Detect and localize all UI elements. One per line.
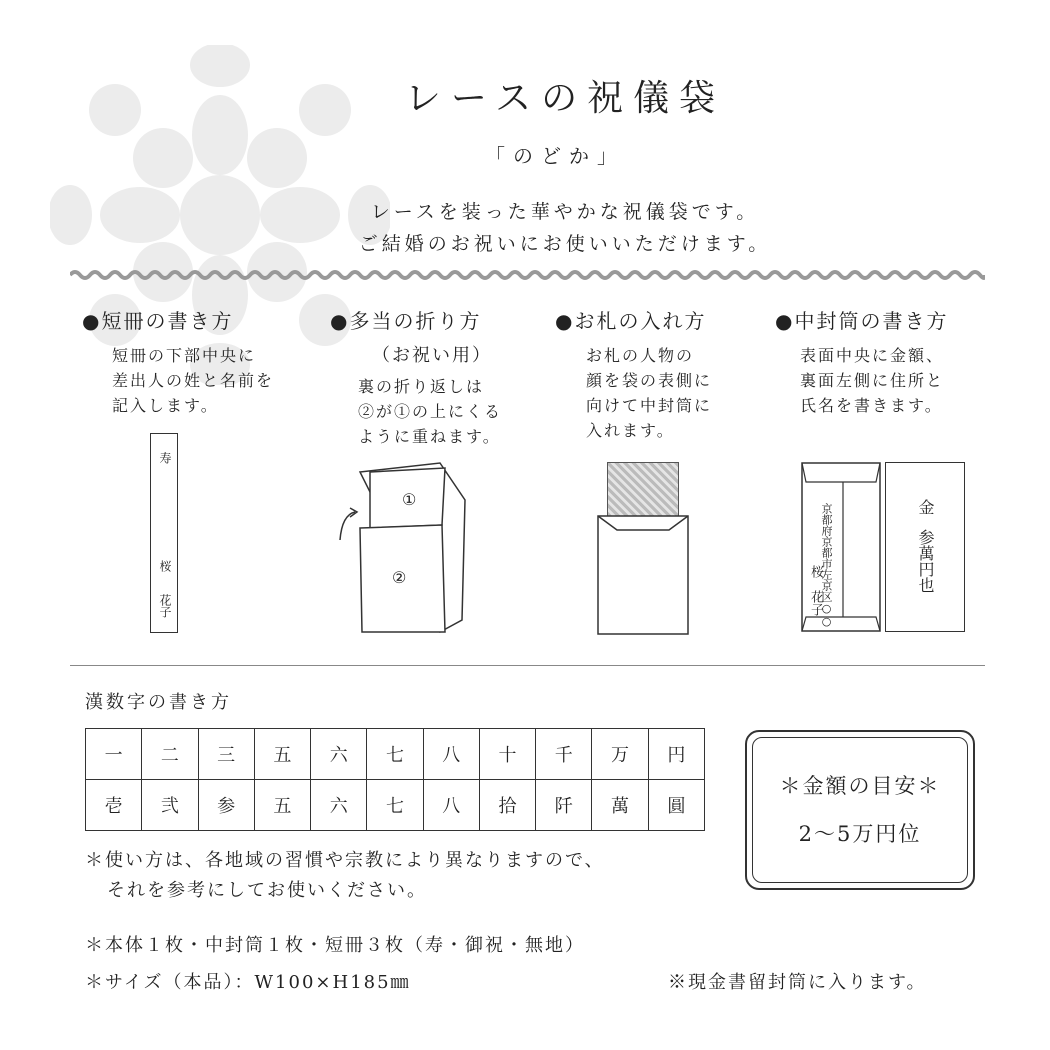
- amount-text: 参萬円也: [916, 529, 935, 593]
- table-cell: 壱: [86, 780, 142, 831]
- page-title: レースの祝儀袋: [404, 78, 726, 119]
- contents-note: ＊本体１枚・中封筒１枚・短冊３枚（寿・御祝・無地）: [85, 935, 585, 956]
- text-line: 顔を袋の表側に: [586, 371, 713, 390]
- amount-prefix: 金: [916, 499, 935, 515]
- wave-divider: [70, 268, 985, 282]
- folding-subtitle: （お祝い用）: [372, 345, 492, 366]
- amount-guide-value: 2〜5万円位: [798, 822, 922, 846]
- tanzaku-illustration: [150, 433, 178, 633]
- text-line: 短冊の下部中央に: [112, 346, 257, 365]
- text-line: 裏の折り返しは: [358, 377, 485, 396]
- size-note: ＊サイズ（本品）：W100×H185㎜: [85, 972, 411, 993]
- inner-envelope-instructions: [800, 343, 944, 418]
- description-line: ご結婚のお祝いにお使いいただけます。: [358, 233, 772, 255]
- text-line: 裏面左側に住所と: [800, 371, 945, 390]
- table-row: [86, 780, 705, 831]
- fold-label-2: ②: [392, 568, 407, 587]
- address-text: 京都府京都市左京区○○: [820, 503, 833, 628]
- text-line: お札の人物の: [586, 346, 695, 365]
- table-cell: 七: [367, 729, 423, 780]
- text-line: 入れます。: [586, 421, 675, 440]
- bill-instructions: [586, 343, 712, 443]
- tanzaku-kotobuki: 寿: [158, 452, 172, 464]
- usage-note: ＊使い方は、各地域の習慣や宗教により異なりますので、: [85, 850, 605, 871]
- table-cell: 八: [423, 729, 479, 780]
- folding-instructions: [358, 374, 502, 449]
- inner-envelope-illustration: [597, 515, 689, 635]
- text-line: 氏名を書きます。: [800, 396, 943, 415]
- kanji-numeral-table: [85, 728, 705, 831]
- envelope-given-name: 花子: [808, 590, 823, 616]
- kanji-section-title: 漢数字の書き方: [85, 692, 232, 713]
- table-cell: 十: [479, 729, 535, 780]
- table-cell: 五: [254, 729, 310, 780]
- table-cell: 弐: [142, 780, 198, 831]
- product-name: 「のどか」: [485, 144, 625, 168]
- folding-illustration: [330, 460, 470, 635]
- amount-guide-title: ＊金額の目安＊: [779, 774, 941, 798]
- text-line: 記入します。: [112, 396, 219, 415]
- table-cell: 千: [536, 729, 592, 780]
- heading-inner-envelope: ●中封筒の書き方: [775, 309, 949, 333]
- heading-folding: ●多当の折り方: [330, 309, 482, 333]
- section-divider: [70, 665, 985, 666]
- envelope-surname: 桜: [808, 565, 823, 578]
- table-cell: 七: [367, 780, 423, 831]
- usage-note: それを参考にしてお使いください。: [107, 880, 427, 901]
- tanzaku-surname: 桜: [158, 560, 172, 572]
- table-cell: 六: [311, 729, 367, 780]
- description-line: レースを装った華やかな祝儀袋です。: [370, 201, 760, 223]
- table-cell: 萬: [592, 780, 648, 831]
- text-line: 表面中央に金額、: [800, 346, 945, 365]
- text-line: 差出人の姓と名前を: [112, 371, 275, 390]
- heading-bill-insertion: ●お札の入れ方: [555, 309, 707, 333]
- table-cell: 八: [423, 780, 479, 831]
- table-cell: 五: [254, 780, 310, 831]
- table-cell: 拾: [479, 780, 535, 831]
- table-cell: 圓: [648, 780, 704, 831]
- text-line: 向けて中封筒に: [586, 396, 713, 415]
- table-cell: 三: [198, 729, 254, 780]
- table-cell: 円: [648, 729, 704, 780]
- table-cell: 一: [86, 729, 142, 780]
- heading-tanzaku: ●短冊の書き方: [82, 309, 234, 333]
- table-cell: 万: [592, 729, 648, 780]
- table-cell: 参: [198, 780, 254, 831]
- tanzaku-given-name: 花子: [158, 594, 172, 618]
- table-cell: 六: [311, 780, 367, 831]
- envelope-front-illustration: [885, 462, 965, 632]
- table-cell: 二: [142, 729, 198, 780]
- table-cell: 阡: [536, 780, 592, 831]
- tanzaku-instructions: [112, 343, 274, 418]
- text-line: ②が①の上にくる: [358, 402, 503, 421]
- text-line: ように重ねます。: [358, 427, 501, 446]
- amount-guide-box: [752, 737, 968, 883]
- packaging-note: ※現金書留封筒に入ります。: [668, 972, 927, 993]
- fold-label-1: ①: [402, 490, 417, 509]
- table-row: [86, 729, 705, 780]
